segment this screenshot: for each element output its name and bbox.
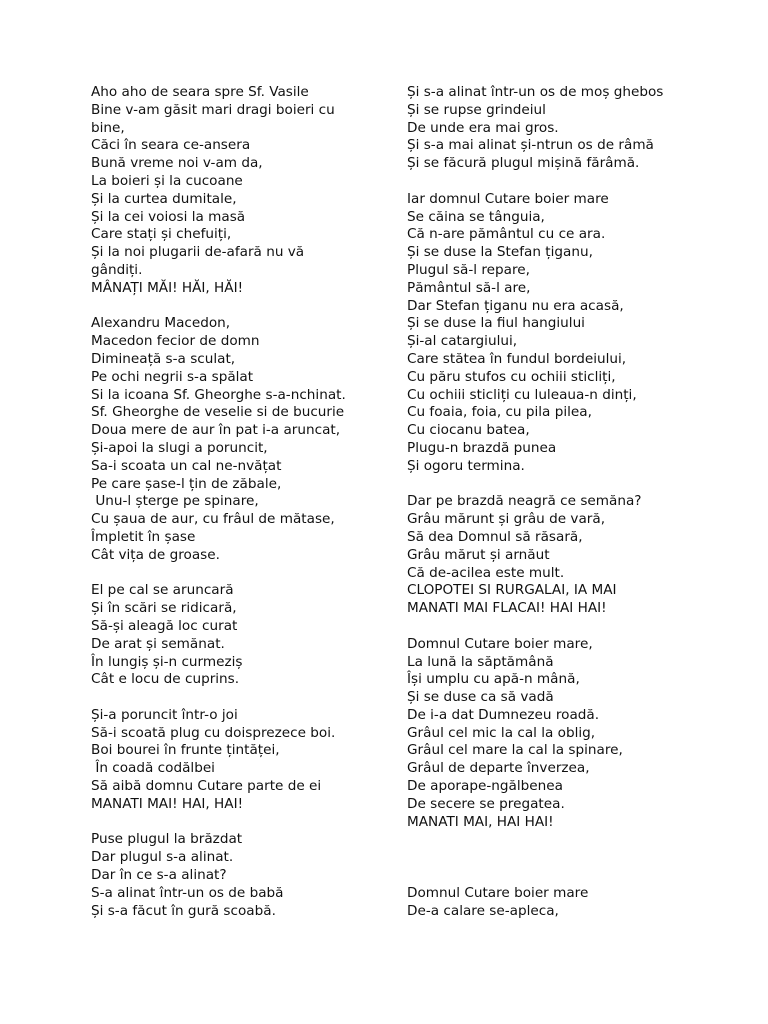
stanza-gap <box>91 814 391 832</box>
poem-line: Bună vreme noi v-am da, <box>91 155 263 172</box>
poem-line: Și s-a mai alinat și-ntrun os de râmă <box>407 137 654 154</box>
poem-line: De i-a dat Dumnezeu roadă. <box>407 706 600 723</box>
poem-line: Și în scări se ridicară, <box>91 600 237 617</box>
poem-line: Grâu mărut și arnăut <box>407 546 550 563</box>
poem-line: Cât vița de groase. <box>91 546 220 563</box>
poem-line: De arat și semănat. <box>91 635 225 652</box>
stanza-gap <box>91 565 391 583</box>
poem-line: Boi bourei în frunte țintăței, <box>91 742 280 759</box>
poem-line: În coadă codălbei <box>91 760 215 777</box>
poem-line: MANATI MAI! HAI, HAI! <box>91 795 244 812</box>
poem-line: De aporape-ngălbenea <box>407 778 563 795</box>
poem-line: Și se duse ca să vadă <box>407 689 554 706</box>
stanza-gap <box>91 298 391 316</box>
poem-line: Grâul de departe înverzea, <box>407 760 590 777</box>
poem-line: Împletit în șase <box>91 528 196 545</box>
poem-line: Plugu-n brazdă punea <box>407 439 557 456</box>
poem-line: Cu ciocanu batea, <box>407 422 530 439</box>
poem-line: Doua mere de aur în pat i-a aruncat, <box>91 422 341 439</box>
poem-line: Cu foaia, foia, cu pila pilea, <box>407 404 592 421</box>
poem-line: Grâul cel mic la cal la oblig, <box>407 724 596 741</box>
poem-line: bine, <box>91 119 125 136</box>
stanza-gap <box>407 476 747 494</box>
poem-line: Macedon fecior de domn <box>91 333 260 350</box>
poem-line: Alexandru Macedon, <box>91 315 231 332</box>
poem-line: Și se duse la fiul hangiului <box>407 315 585 332</box>
poem-line: Să aibă domnu Cutare parte de ei <box>91 778 322 795</box>
poem-line: Și ogoru termina. <box>407 457 525 474</box>
poem-line: S-a alinat într-un os de babă <box>91 884 284 901</box>
poem-line: Se căina se tânguia, <box>407 208 545 225</box>
poem-line: Că de-acilea este mult. <box>407 564 565 581</box>
poem-line: Își umplu cu apă-n mână, <box>407 671 580 688</box>
poem-line: MANATI MAI FLACAI! HAI HAI! <box>407 600 607 617</box>
poem-line: CLOPOTEI SI RURGALAI, IA MAI <box>407 582 617 599</box>
poem-line: Unu-l șterge pe spinare, <box>91 493 259 510</box>
poem-line: Dar Stefan țiganu nu era acasă, <box>407 297 624 314</box>
poem-line: gândiți. <box>91 261 143 278</box>
poem-line: Domnul Cutare boier mare, <box>407 635 593 652</box>
poem-line: Dar pe brazdă neagră ce semăna? <box>407 493 642 510</box>
poem-line: Cu șaua de aur, cu frâul de mătase, <box>91 511 335 528</box>
poem-line: Pe ochi negrii s-a spălat <box>91 368 254 385</box>
poem-line: Să-și aleagă loc curat <box>91 617 238 634</box>
poem-line: Și s-a alinat într-un os de moș ghebos <box>407 84 664 100</box>
stanza-gap <box>407 831 747 884</box>
poem-line: Plugul să-l repare, <box>407 261 530 278</box>
poem-line: De-a calare se-apleca, <box>407 902 559 919</box>
poem-line: Sa-i scoata un cal ne-nvățat <box>91 457 282 474</box>
poem-line: Căci în seara ce-ansera <box>91 137 251 154</box>
poem-line: Și se duse la Stefan țiganu, <box>407 244 593 261</box>
poem-line: Puse plugul la brăzdat <box>91 831 243 848</box>
poem-column-left <box>91 84 391 920</box>
poem-line: Sf. Gheorghe de veselie si de bucurie <box>91 404 345 421</box>
poem-line: Grâul cel mare la cal la spinare, <box>407 742 623 759</box>
poem-line: Și la noi plugarii de-afară nu vă <box>91 244 305 261</box>
poem-line: Să dea Domnul să răsară, <box>407 528 583 545</box>
poem-line: MANATI MAI, HAI HAI! <box>407 813 554 830</box>
poem-line: Pământul să-l are, <box>407 279 531 296</box>
stanza-gap <box>407 173 747 191</box>
poem-line: Și-apoi la slugi a poruncit, <box>91 439 268 456</box>
poem-line: De secere se pregatea. <box>407 795 565 812</box>
poem-line: Grâu mărunt și grâu de vară, <box>407 511 606 528</box>
poem-line: De unde era mai gros. <box>407 119 559 136</box>
poem-line: La boieri și la cucoane <box>91 172 243 189</box>
poem-line: Bine v-am găsit mari dragi boieri cu <box>91 101 335 118</box>
poem-line: La lună la săptămână <box>407 653 554 670</box>
poem-line: Dar plugul s-a alinat. <box>91 849 234 866</box>
poem-line: Dimineață s-a sculat, <box>91 350 236 367</box>
poem-line: Și-al catargiului, <box>407 333 518 350</box>
poem-column-right <box>407 84 747 920</box>
poem-line: Cu păru stufos cu ochiii sticliți, <box>407 368 616 385</box>
poem-line: Că n-are pământul cu ce ara. <box>407 226 606 243</box>
poem-line: MÂNAȚI MĂI! HĂI, HĂI! <box>91 279 244 296</box>
poem-line: Care stați și chefuiți, <box>91 226 232 243</box>
stanza-gap <box>407 618 747 636</box>
poem-line: Și se făcură plugul mișină fărâmă. <box>407 155 640 172</box>
poem-line: Și la curtea dumitale, <box>91 190 237 207</box>
stanza-gap <box>91 689 391 707</box>
poem-line: Și-a poruncit într-o joi <box>91 706 238 723</box>
poem-line: El pe cal se aruncară <box>91 582 234 599</box>
poem-line: Și la cei voiosi la masă <box>91 208 246 225</box>
poem-line: Cu ochiii sticliți cu luleaua-n dinți, <box>407 386 637 403</box>
poem-line: Domnul Cutare boier mare <box>407 884 589 901</box>
poem-line: Care stătea în fundul bordeiului, <box>407 350 627 367</box>
poem-line: Cât e locu de cuprins. <box>91 671 240 688</box>
poem-line: Și s-a făcut în gură scoabă. <box>91 902 276 919</box>
poem-line: În lungiș și-n curmeziș <box>91 653 243 670</box>
poem-line: Pe care șase-l țin de zăbale, <box>91 475 282 492</box>
poem-line: Și se rupse grindeiul <box>407 101 546 118</box>
poem-line: Iar domnul Cutare boier mare <box>407 190 609 207</box>
poem-line: Să-i scoată plug cu doisprezece boi. <box>91 724 336 741</box>
poem-line: Dar în ce s-a alinat? <box>91 867 227 884</box>
poem-line: Si la icoana Sf. Gheorghe s-a-nchinat. <box>91 386 346 403</box>
poem-line: Aho aho de seara spre Sf. Vasile <box>91 84 309 100</box>
